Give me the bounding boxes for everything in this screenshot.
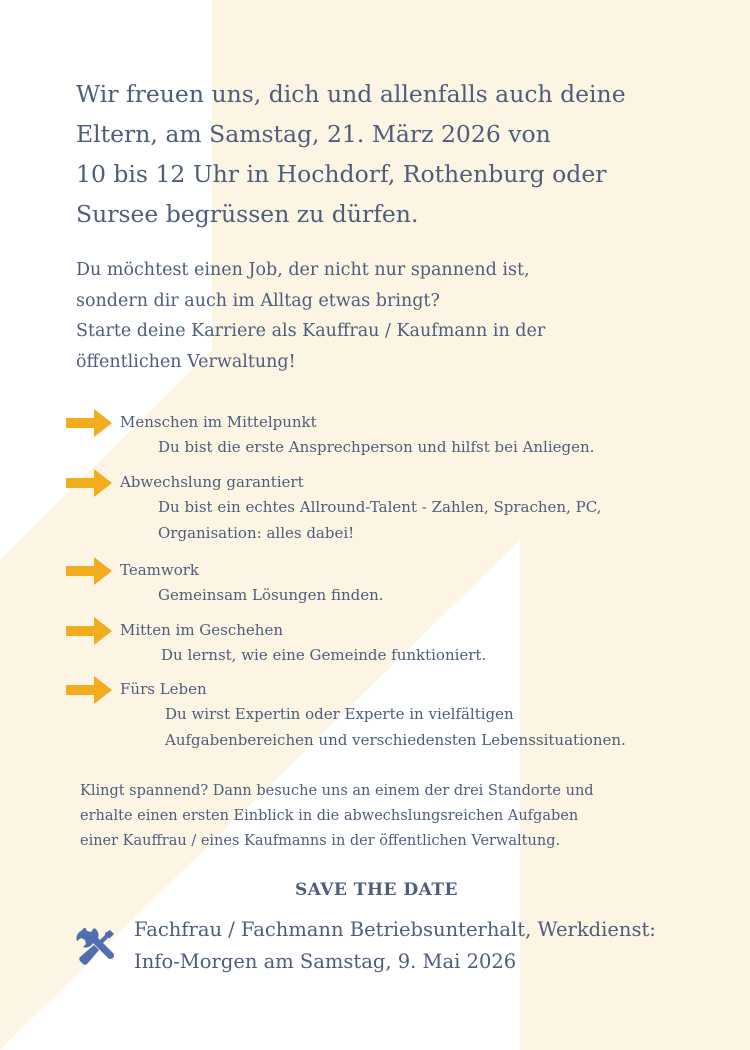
benefit-description xyxy=(158,582,384,608)
save-the-date-label: SAVE THE DATE xyxy=(295,880,458,900)
benefit-description-line: Du lernst, wie eine Gemeinde funktioniert. xyxy=(161,646,487,664)
benefit-title: Teamwork xyxy=(120,561,200,579)
benefit-description-line: Gemeinsam Lösungen finden. xyxy=(158,586,384,604)
intro-line: Wir freuen uns, dich und allenfalls auch deine xyxy=(76,80,626,108)
closing-line: erhalte einen ersten Einblick in die abwechslungsreichen Aufgaben xyxy=(80,808,579,824)
benefit-description xyxy=(158,494,601,546)
event-info xyxy=(134,914,734,978)
intro-line: Eltern, am Samstag, 21. März 2026 von xyxy=(76,120,551,148)
benefit-description-line: Du bist die erste Ansprechperson und hilfst bei Anliegen. xyxy=(158,438,595,456)
closing-line: Klingt spannend? Dann besuche uns an einem der drei Standorte und xyxy=(80,783,594,799)
benefit-description-line: Du wirst Expertin oder Experte in vielfältigen xyxy=(165,705,514,723)
benefit-description xyxy=(161,642,486,668)
benefit-title: Mitten im Geschehen xyxy=(120,621,284,639)
lead-line: Du möchtest einen Job, der nicht nur spannend ist, xyxy=(76,260,530,280)
intro-line: 10 bis 12 Uhr in Hochdorf, Rothenburg oder xyxy=(76,160,607,188)
benefit-title: Abwechslung garantiert xyxy=(120,473,304,491)
lead-line: öffentlichen Verwaltung! xyxy=(76,351,296,372)
closing-line: einer Kauffrau / eines Kaufmanns in der öffentlichen Verwaltung. xyxy=(80,833,561,849)
benefit-description xyxy=(165,701,626,753)
intro-paragraph xyxy=(76,74,716,234)
intro-line: Sursee begrüssen zu dürfen. xyxy=(76,200,419,228)
benefit-description xyxy=(158,434,594,460)
arrow-right-icon xyxy=(66,616,112,646)
benefit-description-line: Aufgabenbereichen und verschiedensten Lebenssituationen. xyxy=(165,731,626,749)
tools-icon xyxy=(74,928,116,970)
lead-line: Starte deine Karriere als Kauffrau / Kaufmann in der xyxy=(76,321,546,341)
arrow-right-icon xyxy=(66,468,112,498)
lead-line: sondern dir auch im Alltag etwas bringt? xyxy=(76,290,440,311)
benefit-description-line: Du bist ein echtes Allround-Talent - Zahlen, Sprachen, PC, xyxy=(158,498,602,516)
benefit-title: Fürs Leben xyxy=(120,680,207,698)
arrow-right-icon xyxy=(66,556,112,586)
benefit-description-line: Organisation: alles dabei! xyxy=(158,524,355,542)
lead-paragraph xyxy=(76,255,716,377)
arrow-right-icon xyxy=(66,675,112,705)
closing-paragraph xyxy=(80,779,700,854)
arrow-right-icon xyxy=(66,408,112,438)
benefit-title: Menschen im Mittelpunkt xyxy=(120,413,317,431)
event-info-line: Fachfrau / Fachmann Betriebsunterhalt, Werkdienst: xyxy=(134,918,656,941)
event-info-line: Info-Morgen am Samstag, 9. Mai 2026 xyxy=(134,950,517,973)
